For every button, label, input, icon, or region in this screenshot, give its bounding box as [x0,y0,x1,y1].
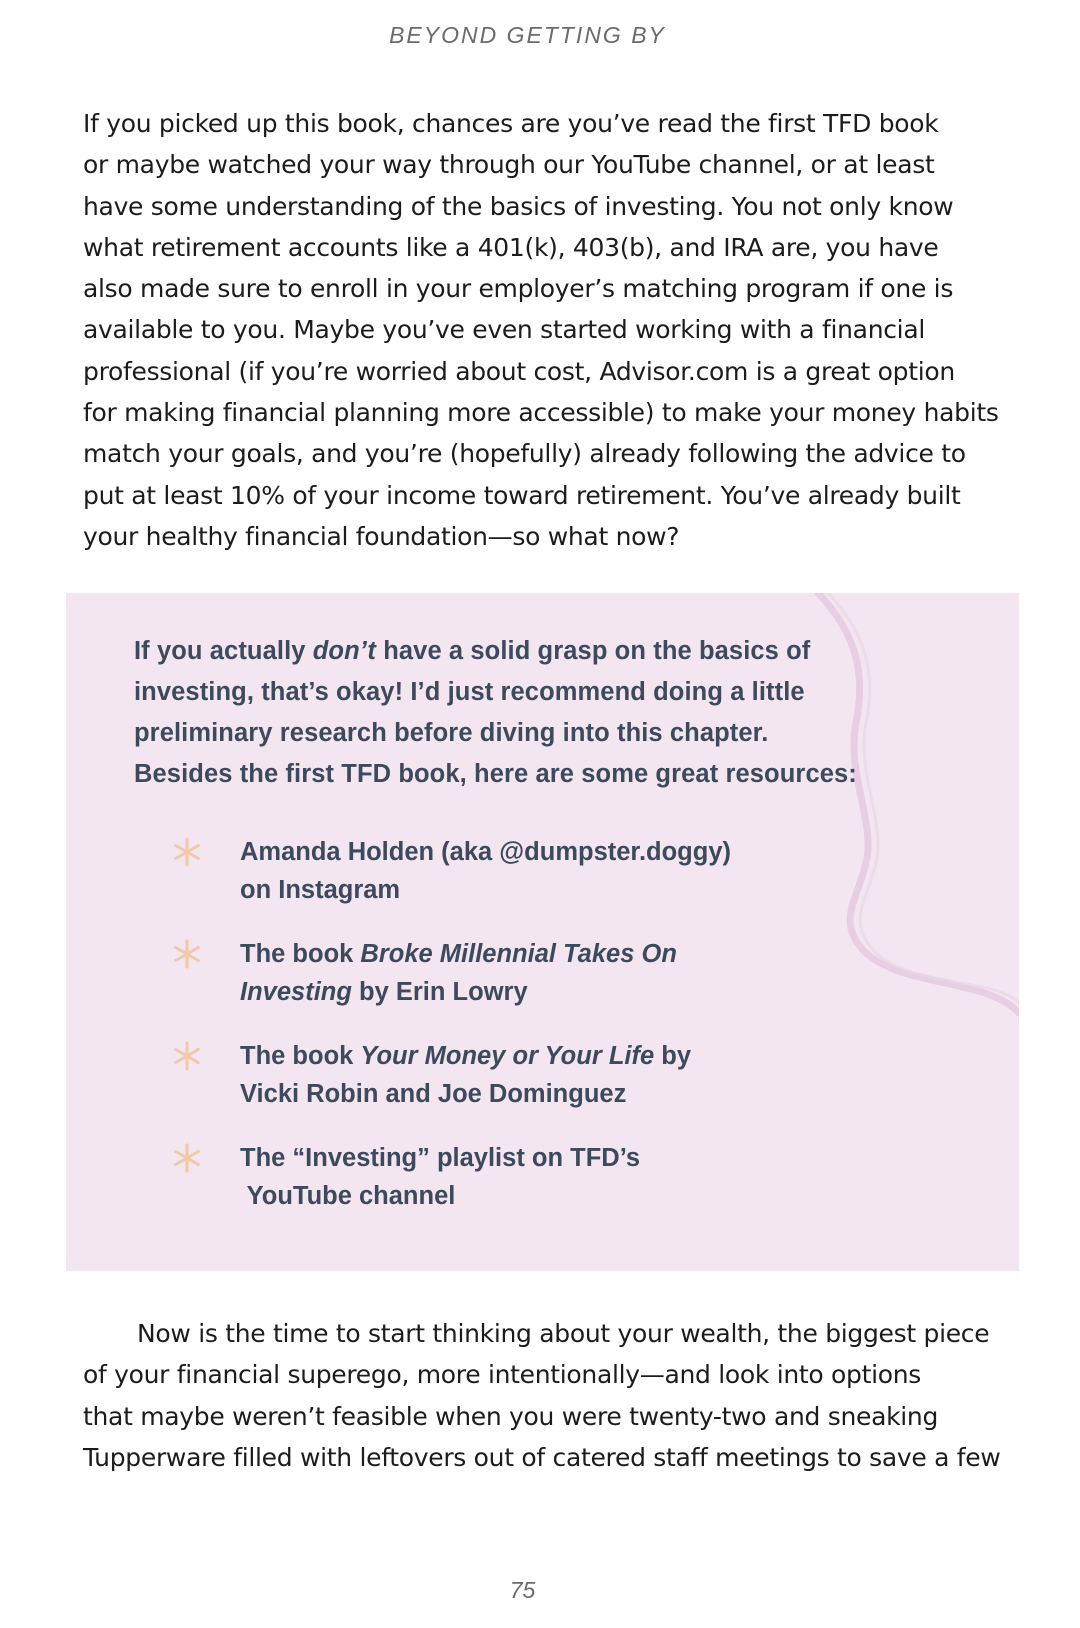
body-paragraph-1 [83,103,1003,557]
resource-list [172,833,932,1241]
text-line: have some understanding of the basics of investing. You not only know [83,191,954,221]
callout-intro-line: investing, that’s okay! I’d just recommend doing a little [134,678,805,706]
text-line: Now is the time to start thinking about your wealth, the biggest piece [137,1319,990,1348]
callout-intro [134,631,1004,795]
asterisk-star-icon [172,837,202,867]
text-line: also made sure to enroll in your employer’s matching program if one is [83,274,954,304]
list-item [172,1139,932,1215]
running-head: BEYOND GETTING BY [389,22,666,48]
book-title: Your Money or Your Life [360,1042,655,1070]
resource-line: Investing by Erin Lowry [240,978,528,1006]
resource-line: The book Broke Millennial Takes On [240,940,677,968]
text-line: that maybe weren’t feasible when you were twenty-two and sneaking [83,1401,939,1431]
callout-intro-line: preliminary research before diving into this chapter. [134,719,769,747]
book-title: Investing [240,978,352,1006]
resource-line: The “Investing” playlist on TFD’s [240,1144,641,1172]
asterisk-star-icon [172,939,202,969]
list-item [172,1037,932,1113]
list-item [172,935,932,1011]
list-item [172,833,932,909]
text-line: what retirement accounts like a 401(k), 403(b), and IRA are, you have [83,232,939,262]
resource-line: The book Your Money or Your Life by [240,1042,692,1070]
asterisk-star-icon [172,1143,202,1173]
resource-line: on Instagram [240,876,401,904]
text-line: professional (if you’re worried about cost, Advisor.com is a great option [83,356,955,386]
asterisk-star-icon [172,1041,202,1071]
text-line: Tupperware filled with leftovers out of catered staff meetings to save a few [83,1442,1001,1472]
body-paragraph-2 [83,1313,1003,1478]
text-line: for making financial planning more accessible) to make your money habits [83,398,999,428]
text-line: or maybe watched your way through our YouTube channel, or at least [83,150,935,180]
callout-intro-line: Besides the first TFD book, here are some great resources: [134,760,857,788]
emphasis-text: don’t [312,637,377,665]
book-title: Broke Millennial Takes On [360,940,677,968]
resources-callout-box [66,593,1019,1271]
callout-intro-line: If you actually don’t have a solid grasp on the basics of [134,637,811,665]
text-line: of your financial superego, more intentionally—and look into options [83,1360,922,1390]
page-number: 75 [509,1577,536,1603]
text-line: your healthy financial foundation—so what now? [83,521,680,551]
resource-line: Amanda Holden (aka @dumpster.doggy) [240,838,732,866]
text-line: put at least 10% of your income toward retirement. You’ve already built [83,480,961,510]
resource-line: YouTube channel [240,1182,456,1210]
resource-line: Vicki Robin and Joe Dominguez [240,1080,627,1108]
text-line: If you picked up this book, chances are you’ve read the first TFD book [83,109,939,138]
text-line: match your goals, and you’re (hopefully) already following the advice to [83,439,966,469]
text-line: available to you. Maybe you’ve even started working with a financial [83,315,925,345]
